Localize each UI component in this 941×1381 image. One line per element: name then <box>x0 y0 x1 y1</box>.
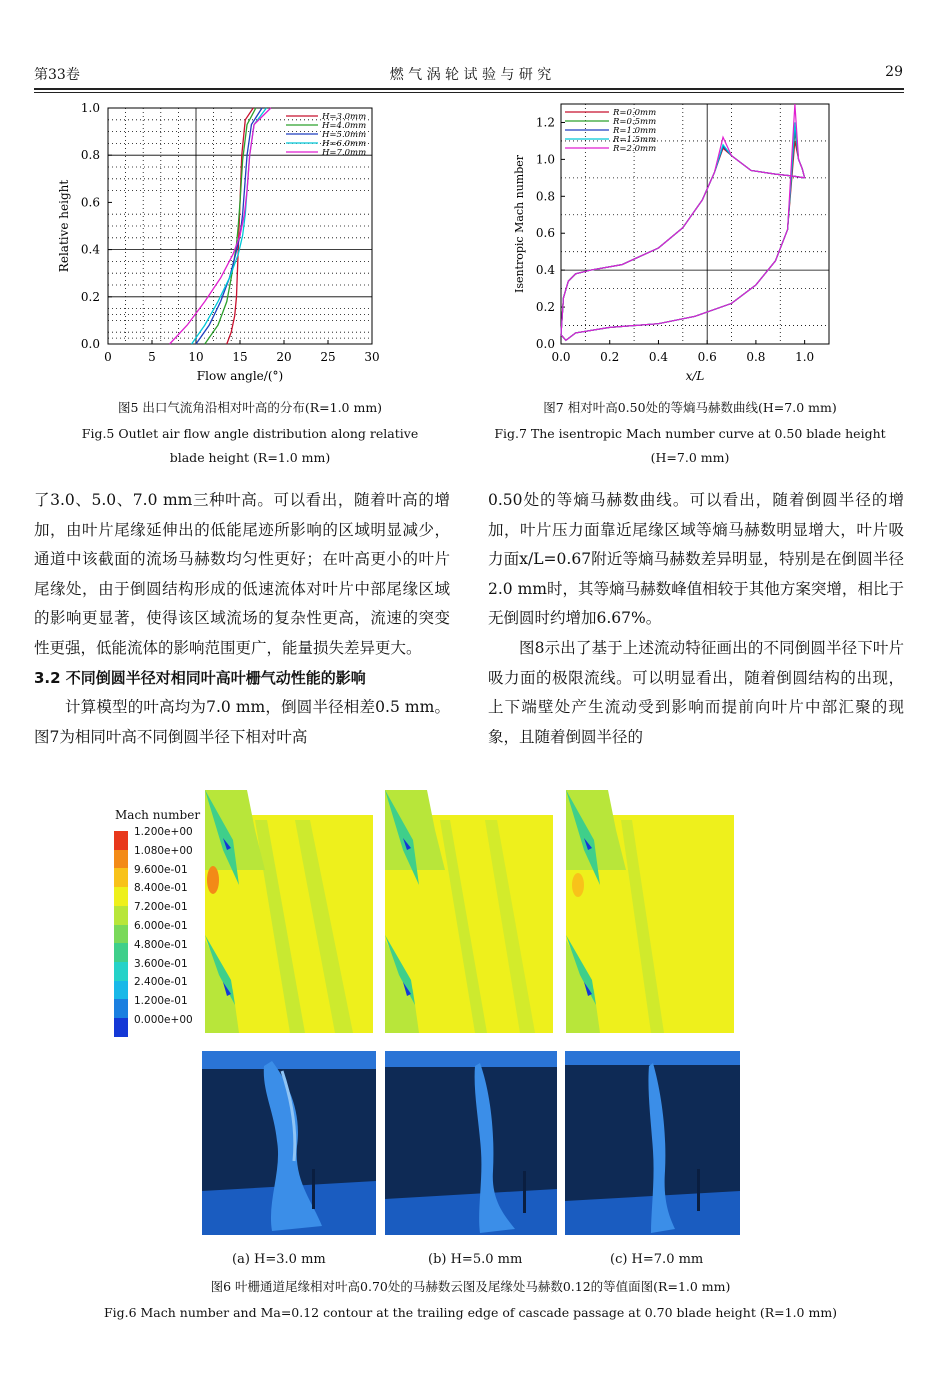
fig5-y-tick-label: 0.2 <box>80 289 100 304</box>
fig7-x-tick-label: 0.0 <box>551 350 571 364</box>
right-paragraph-1: 0.50处的等熵马赫数曲线。可以看出，随着倒圆半径的增加，叶片压力面靠近尾缘区域等熵马赫数明显增大，叶片吸力面x/L=0.67附近等熵马赫数差异明显，特别是在倒圆半径2.0 mm时，其等熵马赫数峰值相较于其他方案突增，相比于无倒圆时约增加6.67%。 <box>488 491 904 628</box>
colorbar-label: 0.000e+00 <box>134 1014 193 1026</box>
fig7-x-tick-label: 0.6 <box>697 350 717 364</box>
colorbar-title: Mach number <box>115 808 201 822</box>
mach-contour-panel-a <box>205 790 373 1033</box>
isosurface-panel-a <box>202 1051 376 1235</box>
left-column-text <box>34 486 450 752</box>
fig5-x-tick-label: 30 <box>364 350 380 364</box>
colorbar-label: 3.600e-01 <box>134 957 188 970</box>
mach-contour-panel-b <box>385 790 553 1033</box>
colorbar-label: 7.200e-01 <box>134 901 188 914</box>
fig5-x-tick-label: 10 <box>188 350 204 364</box>
fig7-x-tick-label: 1.0 <box>795 350 815 364</box>
isosurface-panel-b <box>385 1051 557 1235</box>
fig7-y-tick-label: 1.2 <box>535 115 555 130</box>
fig5-x-tick-label: 20 <box>276 350 292 364</box>
colorbar-label: 1.080e+00 <box>134 844 193 857</box>
fig5-x-tick-label: 25 <box>320 350 336 364</box>
fig6-caption-en: Fig.6 Mach number and Ma=0.12 contour at the trailing edge of cascade passage at 0.70 blade height (R=1.0 mm) <box>103 1305 838 1320</box>
fig5-legend-label: H=5.0mm <box>322 130 367 140</box>
fig7-x-axis-label: x/L <box>685 369 705 383</box>
colorbar-swatch <box>114 887 128 906</box>
fig7-y-tick-label: 1.0 <box>535 152 555 167</box>
colorbar-swatch <box>114 943 128 962</box>
fig7-caption-en-2: (H=7.0 mm) <box>650 450 730 465</box>
colorbar-label: 2.400e-01 <box>134 976 188 989</box>
colorbar-swatch <box>114 925 128 944</box>
fig7-y-tick-label: 0.8 <box>535 189 555 204</box>
fig6-sub-b: (b) H=5.0 mm <box>428 1252 523 1267</box>
fig5-caption-en-2: blade height (R=1.0 mm) <box>169 450 331 465</box>
colorbar-swatch <box>114 981 128 1000</box>
colorbar-label: 9.600e-01 <box>134 863 188 876</box>
fig7-chart <box>505 96 850 388</box>
fig7-x-tick-label: 0.4 <box>648 350 669 364</box>
mach-contour-panel-c <box>566 790 734 1033</box>
fig5-legend-label: H=4.0mm <box>322 121 367 131</box>
right-column-text <box>488 486 904 752</box>
colorbar-label: 1.200e-01 <box>134 995 188 1008</box>
fig5-y-axis-label: Relative height <box>57 179 71 273</box>
fig7-y-tick-label: 0.4 <box>535 263 555 278</box>
colorbar-label: 4.800e-01 <box>134 938 188 951</box>
fig5-x-tick-label: 0 <box>104 350 112 364</box>
colorbar-label: 1.200e+00 <box>134 826 193 838</box>
fig7-pressure-line <box>561 122 805 340</box>
colorbar-label: 6.000e-01 <box>134 920 188 932</box>
fig7-x-tick-label: 0.8 <box>746 350 766 364</box>
colorbar-swatch <box>114 999 128 1018</box>
fig7-legend-label: R=2.0mm <box>613 144 657 154</box>
left-paragraph-1: 了3.0、5.0、7.0 mm三种叶高。可以看出，随着叶高的增加，由叶片尾缘延伸出的低能尾迹所影响的区域明显减少，通道中该截面的流场马赫数均匀性更好；在叶高更小的叶片尾缘处，由于倒圆结构形成的低速流体对叶片中部尾缘区域的影响更显著，使得该区域流场的复杂性更高，流速的突变性更强，低能流体的影响范围更广，能量损失差异更大。 <box>34 491 450 657</box>
fig7-y-tick-label: 0.6 <box>535 226 555 241</box>
right-paragraph-2: 图8示出了基于上述流动特征画出的不同倒圆半径下叶片吸力面的极限流线。可以明显看出，随着倒圆结构的出现，上下端壁处产生流动受到影响而提前向叶片中部汇聚的现象，且随着倒圆半径的 <box>488 638 904 746</box>
fig5-y-tick-label: 0.6 <box>80 195 100 210</box>
fig5-caption-en-1: Fig.5 Outlet air flow angle distribution along relative <box>81 426 419 441</box>
fig7-caption-cn: 图7 相对叶高0.50处的等熵马赫数曲线(H=7.0 mm) <box>543 400 837 415</box>
fig5-x-tick-label: 15 <box>232 350 248 364</box>
fig5-chart <box>40 96 400 388</box>
fig5-y-tick-label: 0.0 <box>80 337 100 351</box>
fig7-y-axis-label: Isentropic Mach number <box>513 154 526 294</box>
header-rule-thin <box>34 92 904 93</box>
colorbar-swatch <box>114 962 128 981</box>
fig6-sub-a: (a) H=3.0 mm <box>232 1252 326 1267</box>
fig7-legend-label: R=1.5mm <box>613 135 657 145</box>
fig5-legend-label: H=6.0mm <box>322 139 367 149</box>
fig5-y-tick-label: 0.8 <box>80 148 100 163</box>
fig7-legend-label: R=0.0mm <box>613 108 657 118</box>
fig6-sub-c: (c) H=7.0 mm <box>610 1252 704 1267</box>
fig7-legend-label: R=1.0mm <box>613 126 657 136</box>
section-heading-3-2: 3.2 不同倒圆半径对相同叶高叶栅气动性能的影响 <box>34 668 366 687</box>
fig6-caption-cn: 图6 叶栅通道尾缘相对叶高0.70处的马赫数云图及尾缘处马赫数0.12的等值面图(R=1.0 mm) <box>210 1279 731 1294</box>
fig7-y-tick-label: 0.2 <box>535 300 555 315</box>
page-number: 29 <box>885 64 903 80</box>
colorbar-swatch <box>114 868 128 887</box>
fig5-legend-label: H=7.0mm <box>322 148 367 158</box>
fig5-y-tick-label: 1.0 <box>80 101 100 115</box>
fig5-y-tick-label: 0.4 <box>80 242 100 257</box>
journal-title: 燃 气 涡 轮 试 验 与 研 究 <box>389 67 552 83</box>
fig7-caption-en-1: Fig.7 The isentropic Mach number curve at 0.50 blade height <box>494 426 886 441</box>
fig7-x-tick-label: 0.2 <box>600 350 620 364</box>
fig5-x-tick-label: 5 <box>148 350 156 364</box>
colorbar-swatch <box>114 850 128 869</box>
fig5-caption-cn: 图5 出口气流角沿相对叶高的分布(R=1.0 mm) <box>117 400 383 415</box>
fig7-legend-label: R=0.5mm <box>613 117 657 127</box>
colorbar-swatch <box>114 1018 128 1037</box>
colorbar-label: 8.400e-01 <box>134 882 188 895</box>
fig7-plot-frame <box>561 104 829 344</box>
isosurface-panel-c <box>565 1051 740 1235</box>
journal-volume: 第33卷 <box>34 67 80 83</box>
fig5-legend-label: H=3.0mm <box>322 112 367 122</box>
colorbar-swatch <box>114 831 128 850</box>
left-paragraph-2: 计算模型的叶高均为7.0 mm，倒圆半径相差0.5 mm。图7为相同叶高不同倒圆半径下相对叶高 <box>34 698 450 746</box>
fig7-y-tick-label: 0.0 <box>535 337 555 351</box>
header-rule-thick <box>34 88 904 90</box>
colorbar-swatch <box>114 906 128 925</box>
fig5-x-axis-label: Flow angle/(°) <box>196 369 284 383</box>
